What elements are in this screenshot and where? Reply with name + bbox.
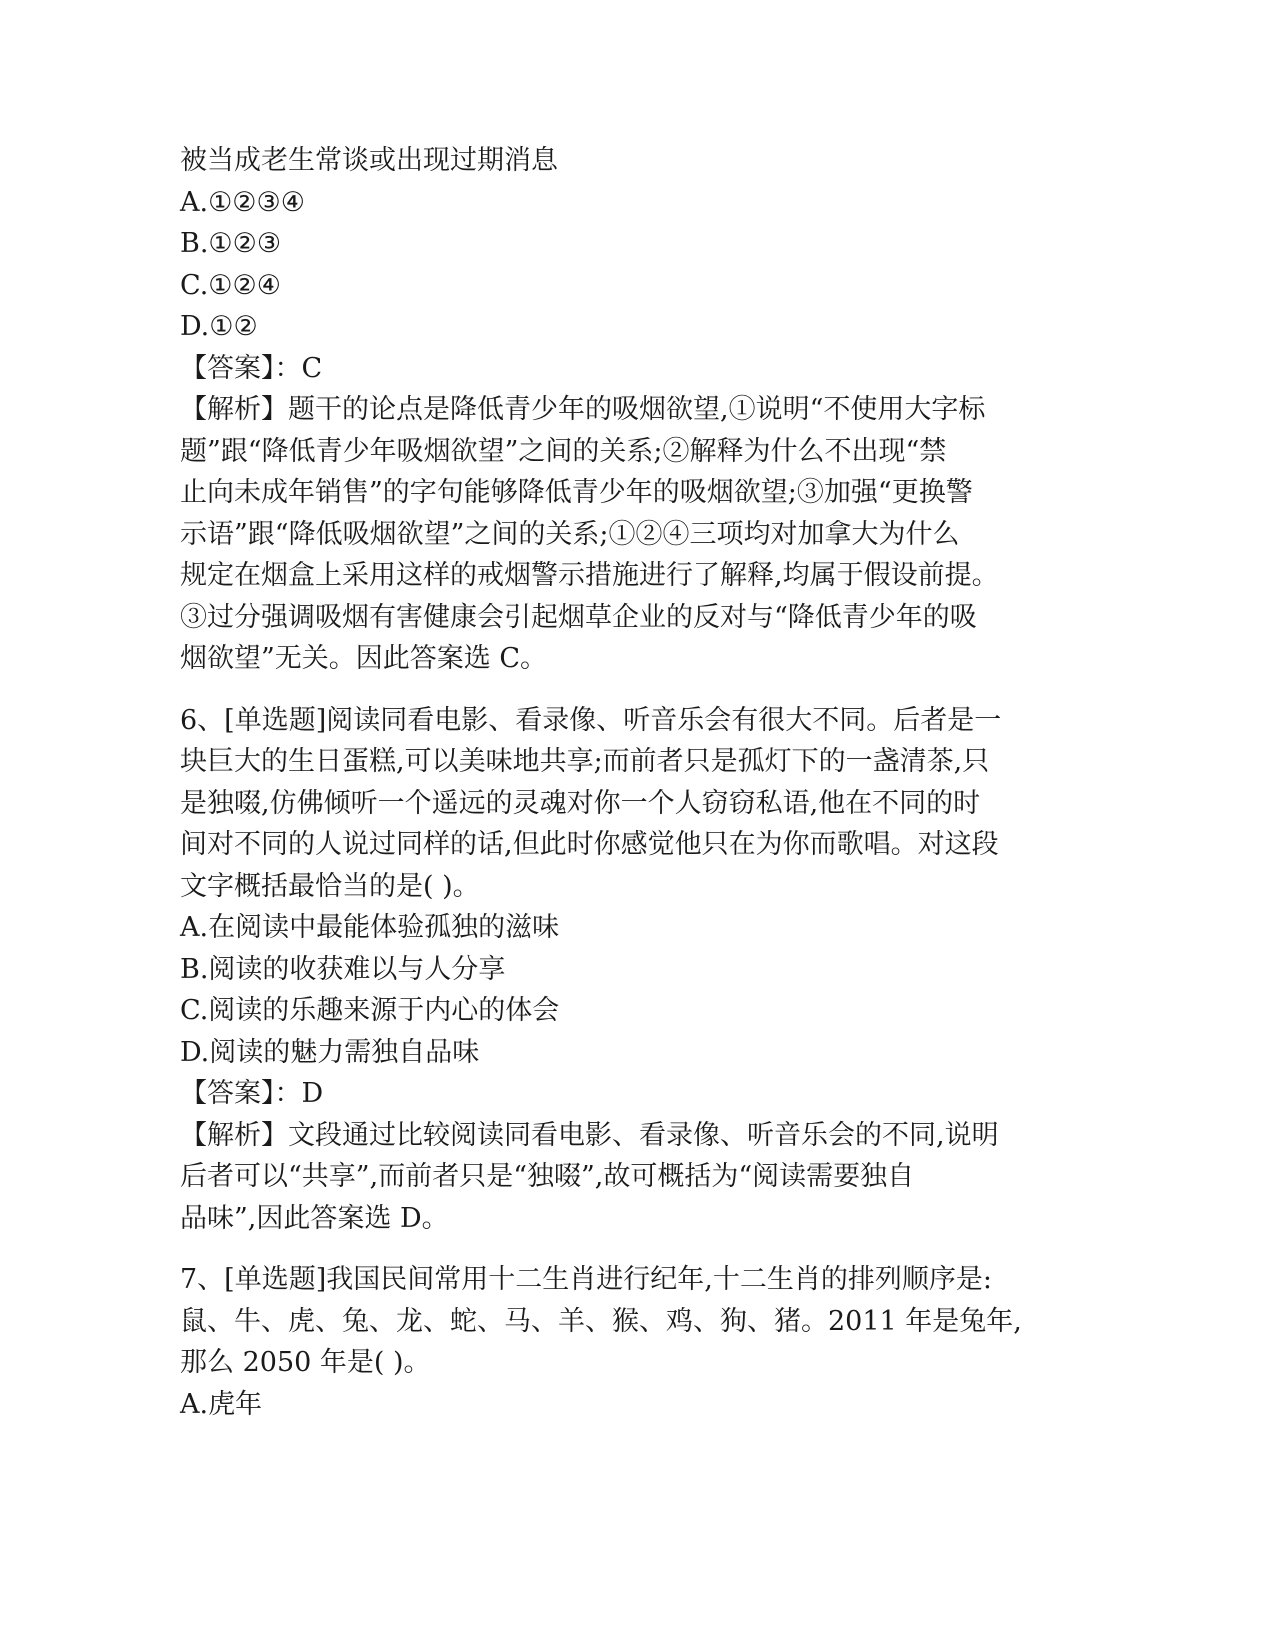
explanation-line: 题”跟“降低青少年吸烟欲望”之间的关系;②解释为什么不出现“禁 [180, 435, 947, 467]
question-stem [180, 700, 1060, 908]
option-c: C.①②④ [180, 269, 281, 301]
explanation-line: 【解析】文段通过比较阅读同看电影、看录像、听音乐会的不同,说明 [180, 1119, 999, 1151]
stem-line: 是独啜,仿佛倾听一个遥远的灵魂对你一个人窃窃私语,他在不同的时 [180, 787, 981, 819]
answer: 【答案】：C [180, 352, 323, 384]
option-b: B.阅读的收获难以与人分享 [180, 953, 506, 985]
explanation-line: 后者可以“共享”,而前者只是“独啜”,故可概括为“阅读需要独自 [180, 1161, 915, 1192]
document-page [180, 140, 1060, 1425]
explanation [180, 389, 1060, 680]
explanation-line: 止向未成年销售”的字句能够降低青少年的吸烟欲望;③加强“更换警 [180, 477, 973, 508]
question-stem-tail: 被当成老生常谈或出现过期消息 [180, 145, 558, 176]
option-a: A.在阅读中最能体验孤独的滋味 [180, 912, 560, 943]
option-a: A.①②③④ [180, 186, 305, 218]
explanation-line: 品味”,因此答案选 D。 [180, 1202, 449, 1234]
stem-line: 7、[单选题]我国民间常用十二生肖进行纪年,十二生肖的排列顺序是: [180, 1264, 992, 1295]
section-gap [180, 1239, 1060, 1259]
option-d: D.阅读的魅力需独自品味 [180, 1036, 480, 1068]
question-5 [180, 140, 1060, 680]
stem-line: 间对不同的人说过同样的话,但此时你感觉他只在为你而歌唱。对这段 [180, 829, 999, 860]
explanation-line: 示语”跟“降低吸烟欲望”之间的关系;①②④三项均对加拿大为什么 [180, 518, 960, 550]
option-d: D.①② [180, 311, 258, 342]
explanation-line: 【解析】题干的论点是降低青少年的吸烟欲望,①说明“不使用大字标 [180, 394, 986, 425]
stem-line: 文字概括最恰当的是( )。 [180, 870, 480, 902]
explanation-line: ③过分强调吸烟有害健康会引起烟草企业的反对与“降低青少年的吸 [180, 601, 977, 633]
question-7 [180, 1259, 1060, 1425]
explanation-line: 规定在烟盒上采用这样的戒烟警示措施进行了解释,均属于假设前提。 [180, 560, 999, 591]
stem-line: 块巨大的生日蛋糕,可以美味地共享;而前者只是孤灯下的一盏清茶,只 [180, 746, 990, 777]
question-stem [180, 1259, 1060, 1384]
question-6 [180, 700, 1060, 1240]
option-c: C.阅读的乐趣来源于内心的体会 [180, 995, 560, 1026]
option-a: A.虎年 [180, 1388, 263, 1420]
answer: 【答案】：D [180, 1078, 324, 1109]
stem-line: 鼠、牛、虎、兔、龙、蛇、马、羊、猴、鸡、狗、猪。2011 年是兔年, [180, 1305, 1022, 1337]
stem-line: 6、[单选题]阅读同看电影、看录像、听音乐会有很大不同。后者是一 [180, 704, 1002, 736]
stem-line: 那么 2050 年是( )。 [180, 1347, 431, 1378]
explanation [180, 1115, 1060, 1240]
section-gap [180, 680, 1060, 700]
option-b: B.①②③ [180, 228, 282, 259]
explanation-line: 烟欲望”无关。因此答案选 C。 [180, 643, 548, 674]
